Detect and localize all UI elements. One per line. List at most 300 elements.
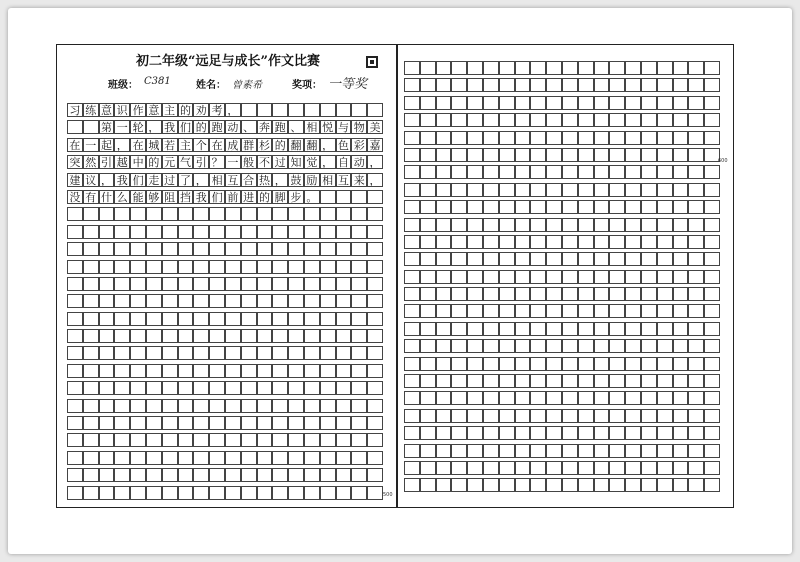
grid-cell [209, 207, 225, 221]
grid-cell [657, 235, 673, 249]
grid-cell [67, 329, 83, 343]
grid-cell [114, 207, 130, 221]
grid-cell [562, 78, 578, 92]
grid-cell [530, 478, 546, 492]
grid-cell: 的 [146, 155, 162, 169]
grid-cell [467, 304, 483, 318]
grid-cell [499, 200, 515, 214]
grid-cell [546, 339, 562, 353]
grid-cell [241, 260, 257, 274]
grid-cell [578, 148, 594, 162]
grid-cell: 第 [99, 120, 115, 134]
grid-cell [304, 329, 320, 343]
grid-cell [641, 183, 657, 197]
grid-cell [467, 183, 483, 197]
grid-cell: 城 [146, 138, 162, 152]
grid-cell [499, 287, 515, 301]
grid-cell [193, 312, 209, 326]
grid-cell: 相 [304, 120, 320, 134]
grid-cell [499, 374, 515, 388]
grid-cell [688, 61, 704, 75]
grid-cell [451, 287, 467, 301]
grid-cell [351, 225, 367, 239]
grid-cell [99, 346, 115, 360]
grid-cell [515, 218, 531, 232]
grid-cell [657, 391, 673, 405]
grid-cell [625, 304, 641, 318]
grid-cell [225, 381, 241, 395]
grid-cell [641, 96, 657, 110]
grid-cell [641, 165, 657, 179]
grid-cell [288, 346, 304, 360]
grid-cell [225, 486, 241, 500]
grid-cell [467, 270, 483, 284]
grid-cell: 互 [225, 173, 241, 187]
grid-cell [515, 287, 531, 301]
grid-cell [546, 287, 562, 301]
grid-cell [451, 218, 467, 232]
grid-cell [499, 444, 515, 458]
grid-cell [562, 409, 578, 423]
grid-cell [225, 329, 241, 343]
grid-cell [404, 339, 420, 353]
grid-cell [272, 312, 288, 326]
grid-cell: 有 [83, 190, 99, 204]
grid-cell [467, 322, 483, 336]
grid-cell [162, 225, 178, 239]
grid-cell [178, 242, 194, 256]
grid-cell [515, 96, 531, 110]
grid-cell [657, 252, 673, 266]
grid-cell: 么 [114, 190, 130, 204]
grid-cell [499, 183, 515, 197]
grid-cell: 元 [162, 155, 178, 169]
grid-cell [673, 183, 689, 197]
grid-cell [546, 96, 562, 110]
grid-cell [162, 451, 178, 465]
grid-cell [420, 113, 436, 127]
grid-cell [625, 218, 641, 232]
grid-cell [546, 304, 562, 318]
grid-cell [657, 287, 673, 301]
grid-cell [436, 252, 452, 266]
grid-cell [272, 399, 288, 413]
grid-cell [562, 339, 578, 353]
grid-cell [515, 113, 531, 127]
grid-cell [304, 468, 320, 482]
grid-cell [420, 339, 436, 353]
grid-cell [530, 391, 546, 405]
grid-cell [162, 294, 178, 308]
grid-cell [688, 322, 704, 336]
grid-cell [336, 277, 352, 291]
grid-cell [241, 329, 257, 343]
grid-cell [499, 409, 515, 423]
grid-cell [99, 486, 115, 500]
grid-cell: 色 [336, 138, 352, 152]
grid-cell [130, 416, 146, 430]
grid-cell [594, 131, 610, 145]
grid-cell [530, 461, 546, 475]
grid-cell [404, 426, 420, 440]
grid-cell [625, 322, 641, 336]
grid-cell [657, 165, 673, 179]
grid-cell [146, 381, 162, 395]
grid-cell [673, 461, 689, 475]
grid-cell [114, 329, 130, 343]
grid-cell [225, 364, 241, 378]
grid-cell [578, 96, 594, 110]
grid-cell [367, 468, 383, 482]
grid-cell [209, 381, 225, 395]
grid-cell [320, 103, 336, 117]
grid-cell [657, 322, 673, 336]
grid-cell [178, 346, 194, 360]
grid-cell [225, 468, 241, 482]
grid-cell [688, 270, 704, 284]
grid-cell [367, 190, 383, 204]
grid-cell [609, 374, 625, 388]
grid-cell [657, 131, 673, 145]
grid-cell [225, 312, 241, 326]
grid-cell [241, 399, 257, 413]
grid-cell [625, 426, 641, 440]
grid-cell [562, 113, 578, 127]
grid-cell [641, 339, 657, 353]
grid-cell [162, 433, 178, 447]
grid-cell [451, 409, 467, 423]
grid-cell: 劝 [193, 103, 209, 117]
grid-cell [225, 399, 241, 413]
grid-cell [420, 322, 436, 336]
grid-cell [609, 235, 625, 249]
grid-cell: 意 [99, 103, 115, 117]
grid-cell [657, 444, 673, 458]
grid-cell [578, 391, 594, 405]
grid-cell: 主 [178, 138, 194, 152]
grid-cell [562, 391, 578, 405]
grid-cell: 建 [67, 173, 83, 187]
grid-cell [404, 78, 420, 92]
grid-cell [688, 131, 704, 145]
grid-cell [499, 131, 515, 145]
grid-cell [546, 409, 562, 423]
grid-cell [320, 381, 336, 395]
grid-cell [530, 270, 546, 284]
grid-cell [272, 451, 288, 465]
grid-cell [257, 242, 273, 256]
grid-cell [436, 218, 452, 232]
grid-cell [562, 444, 578, 458]
grid-cell [704, 461, 720, 475]
grid-cell [130, 468, 146, 482]
grid-cell [241, 364, 257, 378]
grid-cell [130, 242, 146, 256]
grid-cell [209, 242, 225, 256]
grid-cell [530, 200, 546, 214]
grid-cell [436, 131, 452, 145]
grid-cell [420, 183, 436, 197]
grid-cell [515, 78, 531, 92]
grid-cell [594, 374, 610, 388]
grid-cell [351, 329, 367, 343]
grid-cell: 在 [130, 138, 146, 152]
grid-cell [336, 416, 352, 430]
grid-cell [114, 468, 130, 482]
grid-cell [467, 461, 483, 475]
grid-cell [704, 96, 720, 110]
grid-cell [609, 113, 625, 127]
grid-cell [336, 207, 352, 221]
grid-cell [83, 416, 99, 430]
grid-cell: 主 [162, 103, 178, 117]
grid-cell [688, 113, 704, 127]
grid-cell [146, 329, 162, 343]
grid-cell [609, 287, 625, 301]
class-value: C381 [144, 76, 171, 87]
grid-cell [162, 416, 178, 430]
grid-cell: 物 [351, 120, 367, 134]
grid-cell [704, 409, 720, 423]
grid-cell: 不 [257, 155, 273, 169]
grid-cell [688, 96, 704, 110]
grid-cell [162, 312, 178, 326]
grid-cell [241, 416, 257, 430]
grid-cell [130, 260, 146, 274]
name-label: 姓名： [196, 80, 226, 91]
grid-cell [546, 252, 562, 266]
grid-cell [467, 235, 483, 249]
grid-cell [193, 468, 209, 482]
grid-cell [288, 433, 304, 447]
grid-cell [209, 486, 225, 500]
grid-cell [609, 444, 625, 458]
grid-cell [420, 478, 436, 492]
grid-cell [467, 200, 483, 214]
grid-cell [546, 270, 562, 284]
grid-cell [114, 260, 130, 274]
grid-cell [609, 61, 625, 75]
grid-cell [162, 329, 178, 343]
grid-cell [351, 277, 367, 291]
grid-cell [320, 242, 336, 256]
grid-cell [625, 235, 641, 249]
grid-cell [130, 364, 146, 378]
grid-cell [451, 96, 467, 110]
grid-cell [420, 374, 436, 388]
grid-cell [67, 312, 83, 326]
grid-cell: 识 [114, 103, 130, 117]
grid-cell [193, 399, 209, 413]
grid-cell [351, 294, 367, 308]
grid-cell [404, 322, 420, 336]
grid-cell [420, 96, 436, 110]
grid-cell [146, 346, 162, 360]
grid-cell [130, 486, 146, 500]
grid-cell [320, 433, 336, 447]
grid-cell [367, 451, 383, 465]
grid-cell [272, 329, 288, 343]
grid-cell [146, 399, 162, 413]
grid-cell [404, 200, 420, 214]
grid-cell [578, 235, 594, 249]
grid-cell [578, 339, 594, 353]
grid-cell [609, 357, 625, 371]
grid-cell [257, 433, 273, 447]
grid-cell [420, 218, 436, 232]
grid-cell [99, 433, 115, 447]
grid-cell [272, 207, 288, 221]
grid-cell [320, 468, 336, 482]
grid-cell [625, 78, 641, 92]
grid-cell [499, 339, 515, 353]
grid-cell [162, 486, 178, 500]
grid-cell [209, 451, 225, 465]
grid-cell [257, 399, 273, 413]
grid-cell [483, 322, 499, 336]
grid-cell [272, 486, 288, 500]
grid-cell [436, 339, 452, 353]
grid-cell [420, 78, 436, 92]
grid-cell [483, 113, 499, 127]
grid-cell: 在 [209, 138, 225, 152]
grid-cell [562, 218, 578, 232]
grid-cell: 过 [272, 155, 288, 169]
grid-cell [483, 96, 499, 110]
grid-cell [288, 486, 304, 500]
grid-cell [483, 339, 499, 353]
grid-cell: 群 [241, 138, 257, 152]
grid-cell [594, 61, 610, 75]
grid-cell [225, 294, 241, 308]
grid-cell [641, 131, 657, 145]
grid-cell [530, 374, 546, 388]
grid-cell [257, 103, 273, 117]
grid-cell [162, 346, 178, 360]
grid-cell: 般 [241, 155, 257, 169]
grid-cell: 、 [288, 120, 304, 134]
grid-cell [530, 357, 546, 371]
grid-cell [641, 391, 657, 405]
grid-cell [515, 148, 531, 162]
grid-cell: ， [146, 120, 162, 134]
grid-cell [304, 207, 320, 221]
grid-cell [673, 235, 689, 249]
grid-cell [67, 451, 83, 465]
grid-cell [178, 294, 194, 308]
grid-cell [451, 357, 467, 371]
grid-cell [162, 468, 178, 482]
grid-cell: 翻 [304, 138, 320, 152]
grid-cell [704, 165, 720, 179]
grid-cell [594, 461, 610, 475]
grid-cell [483, 270, 499, 284]
grid-cell: 奔 [257, 120, 273, 134]
grid-cell [499, 148, 515, 162]
grid-cell [594, 444, 610, 458]
grid-cell [578, 270, 594, 284]
grid-cell [241, 468, 257, 482]
grid-cell [272, 468, 288, 482]
grid-cell [673, 200, 689, 214]
grid-cell [451, 478, 467, 492]
grid-cell [99, 468, 115, 482]
grid-cell [467, 374, 483, 388]
grid-cell [515, 444, 531, 458]
grid-cell [320, 346, 336, 360]
grid-cell [304, 381, 320, 395]
grid-cell [625, 113, 641, 127]
grid-cell [288, 416, 304, 430]
grid-cell: 练 [83, 103, 99, 117]
grid-cell [178, 329, 194, 343]
grid-cell [146, 451, 162, 465]
grid-cell [704, 478, 720, 492]
grid-cell [404, 148, 420, 162]
grid-cell [483, 131, 499, 145]
grid-cell: 。 [304, 190, 320, 204]
award-value: 一等奖 [328, 77, 368, 92]
grid-cell [625, 200, 641, 214]
grid-cell: 走 [146, 173, 162, 187]
grid-cell [530, 78, 546, 92]
grid-cell [304, 103, 320, 117]
grid-cell [351, 312, 367, 326]
grid-cell [451, 148, 467, 162]
grid-cell [609, 78, 625, 92]
grid-cell [257, 486, 273, 500]
grid-cell [641, 235, 657, 249]
grid-cell [367, 381, 383, 395]
grid-cell [609, 218, 625, 232]
grid-cell [436, 113, 452, 127]
grid-cell [193, 277, 209, 291]
grid-cell [146, 260, 162, 274]
grid-cell [641, 287, 657, 301]
grid-cell [162, 364, 178, 378]
grid-cell [99, 329, 115, 343]
grid-cell [99, 294, 115, 308]
grid-cell [272, 277, 288, 291]
grid-cell [178, 486, 194, 500]
grid-cell [704, 131, 720, 145]
grid-cell [436, 287, 452, 301]
grid-cell [241, 381, 257, 395]
grid-cell [436, 322, 452, 336]
grid-cell [114, 364, 130, 378]
grid-cell [641, 409, 657, 423]
grid-cell [209, 260, 225, 274]
grid-cell [404, 131, 420, 145]
grid-cell [367, 207, 383, 221]
grid-cell [546, 357, 562, 371]
grid-cell: 越 [114, 155, 130, 169]
grid-cell: 阻 [162, 190, 178, 204]
grid-cell [546, 235, 562, 249]
grid-cell [336, 294, 352, 308]
grid-cell [351, 433, 367, 447]
grid-cell [467, 61, 483, 75]
grid-cell [209, 399, 225, 413]
grid-cell [594, 426, 610, 440]
grid-cell [594, 78, 610, 92]
grid-cell [625, 391, 641, 405]
grid-cell [193, 433, 209, 447]
grid-cell [320, 294, 336, 308]
grid-cell [483, 444, 499, 458]
grid-cell [594, 183, 610, 197]
grid-cell [704, 113, 720, 127]
